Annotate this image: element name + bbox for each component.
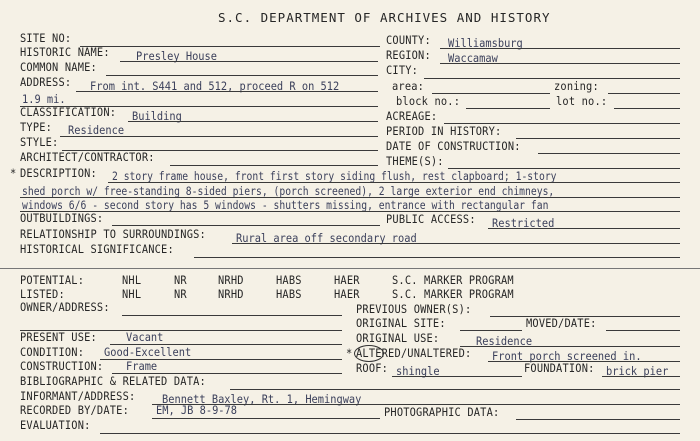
themes-line xyxy=(448,168,680,169)
foundation-value: brick pier xyxy=(606,364,669,378)
region-value: Waccamaw xyxy=(448,51,498,65)
recorded-line xyxy=(152,418,380,419)
lot-no-line xyxy=(614,108,680,109)
potential-nhl: NHL xyxy=(122,273,142,287)
potential-label: POTENTIAL: xyxy=(20,273,85,287)
region-line xyxy=(440,63,680,64)
original-site-line xyxy=(460,330,522,331)
original-site-label: ORIGINAL SITE: xyxy=(356,316,446,330)
original-use-value: Residence xyxy=(476,334,533,348)
original-use-label: ORIGINAL USE: xyxy=(356,331,440,345)
potential-nr: NR xyxy=(174,273,187,287)
site-no-label: SITE NO: xyxy=(20,31,72,45)
photographic-label: PHOTOGRAPHIC DATA: xyxy=(384,405,500,419)
city-label: CITY: xyxy=(386,63,419,77)
construction-label: CONSTRUCTION: xyxy=(20,359,104,373)
potential-haer: HAER xyxy=(334,273,360,287)
zoning-label: zoning: xyxy=(554,79,599,93)
listed-habs: HABS xyxy=(276,287,302,301)
public-access-value: Restricted xyxy=(492,216,555,230)
description-line3: windows 6/6 - second story has 5 windows - shutters missing, entrance with rectangular fan xyxy=(22,199,549,212)
description-rule3 xyxy=(20,211,680,212)
roof-line xyxy=(392,376,522,377)
address-line1 xyxy=(76,91,378,92)
description-star: * xyxy=(10,166,17,180)
description-rule2 xyxy=(20,197,680,198)
historic-name-label: HISTORIC NAME: xyxy=(20,45,110,59)
common-name-line xyxy=(106,75,378,76)
architect-label: ARCHITECT/CONTRACTOR: xyxy=(20,150,155,164)
site-no-line xyxy=(80,46,380,47)
evaluation-label: EVALUATION: xyxy=(20,418,91,432)
outbuildings-label: OUTBUILDINGS: xyxy=(20,211,104,225)
foundation-label: FOUNDATION: xyxy=(524,361,595,375)
period-label: PERIOD IN HISTORY: xyxy=(386,124,502,138)
common-name-label: COMMON NAME: xyxy=(20,60,97,74)
address-value-line1: From int. S441 and 512, proceed R on 512 xyxy=(90,79,340,93)
present-use-label: PRESENT USE: xyxy=(20,330,97,344)
evaluation-line xyxy=(100,433,680,434)
altered-label: ALTERED/UNALTERED: xyxy=(356,346,472,360)
roof-value: shingle xyxy=(396,364,440,378)
present-use-value: Vacant xyxy=(126,330,164,344)
outbuildings-line xyxy=(112,225,380,226)
section-divider xyxy=(0,268,700,269)
classification-value: Building xyxy=(132,109,182,123)
listed-haer: HAER xyxy=(334,287,360,301)
type-line xyxy=(60,136,378,137)
city-line xyxy=(424,78,680,79)
area-label: area: xyxy=(392,79,425,93)
address-value-line2: 1.9 mi. xyxy=(22,92,66,106)
listed-nr: NR xyxy=(174,287,187,301)
bibliographic-label: BIBLIOGRAPHIC & RELATED DATA: xyxy=(20,374,206,388)
altered-star: * xyxy=(346,346,353,360)
public-access-label: PUBLIC ACCESS: xyxy=(386,212,476,226)
address-label: ADDRESS: xyxy=(20,75,72,89)
block-no-label: block no.: xyxy=(396,94,461,108)
description-rule1 xyxy=(108,182,680,183)
previous-owners-label: PREVIOUS OWNER(S): xyxy=(356,302,472,316)
relationship-value: Rural area off secondary road xyxy=(236,231,417,245)
block-no-line xyxy=(466,108,550,109)
architect-line xyxy=(170,165,378,166)
description-label: DESCRIPTION: xyxy=(20,166,97,180)
description-line1: 2 story frame house, front first story siding flush, rest clapboard; 1-story xyxy=(112,170,557,183)
informant-label: INFORMANT/ADDRESS: xyxy=(20,389,136,403)
relationship-line xyxy=(232,243,680,244)
date-construction-line xyxy=(538,153,680,154)
relationship-label: RELATIONSHIP TO SURROUNDINGS: xyxy=(20,227,206,241)
description-line2: shed porch w/ free-standing 8-sided piers, (porch screened), 2 large exterior end chimneys, xyxy=(22,185,555,198)
moved-date-line xyxy=(606,330,680,331)
foundation-line xyxy=(602,376,680,377)
historic-name-line xyxy=(120,61,378,62)
roof-label: ROOF: xyxy=(356,361,389,375)
county-label: COUNTY: xyxy=(386,33,431,47)
classification-line xyxy=(128,121,378,122)
recorded-label: RECORDED BY/DATE: xyxy=(20,403,129,417)
recorded-value: EM, JB 8-9-78 xyxy=(156,403,238,417)
moved-date-label: MOVED/DATE: xyxy=(526,316,597,330)
historical-significance-line xyxy=(194,257,680,258)
region-label: REGION: xyxy=(386,48,431,62)
listed-marker-program: S.C. MARKER PROGRAM xyxy=(392,287,514,301)
owner-address-line xyxy=(122,315,342,316)
potential-marker-program: S.C. MARKER PROGRAM xyxy=(392,273,514,287)
informant-value: Bennett Baxley, Rt. 1, Hemingway xyxy=(162,392,362,406)
county-value: Williamsburg xyxy=(448,36,523,50)
photographic-line xyxy=(516,419,680,420)
period-line xyxy=(516,138,680,139)
potential-nrhd: NRHD xyxy=(218,273,244,287)
historic-name-value: Presley House xyxy=(136,49,218,63)
altered-value: Front porch screened in. xyxy=(492,349,642,363)
condition-label: CONDITION: xyxy=(20,345,85,359)
original-use-line xyxy=(460,346,680,347)
bibliographic-line xyxy=(230,389,680,390)
date-construction-label: DATE OF CONSTRUCTION: xyxy=(386,139,521,153)
listed-label: LISTED: xyxy=(20,287,65,301)
lot-no-label: lot no.: xyxy=(556,94,608,108)
listed-nhl: NHL xyxy=(122,287,142,301)
public-access-line xyxy=(488,228,680,229)
type-label: TYPE: xyxy=(20,120,53,134)
style-label: STYLE: xyxy=(20,135,59,149)
county-line xyxy=(440,48,680,49)
zoning-line xyxy=(608,93,680,94)
themes-label: THEME(S): xyxy=(386,154,444,168)
card-title: S.C. DEPARTMENT OF ARCHIVES AND HISTORY xyxy=(218,10,551,25)
owner-address-label: OWNER/ADDRESS: xyxy=(20,300,110,314)
type-value: Residence xyxy=(68,123,125,137)
historical-significance-label: HISTORICAL SIGNIFICANCE: xyxy=(20,242,174,256)
condition-value: Good-Excellent xyxy=(104,345,192,359)
classification-label: CLASSIFICATION: xyxy=(20,105,117,119)
construction-value: Frame xyxy=(126,359,158,373)
acreage-label: ACREAGE: xyxy=(386,109,438,123)
listed-nrhd: NRHD xyxy=(218,287,244,301)
potential-habs: HABS xyxy=(276,273,302,287)
